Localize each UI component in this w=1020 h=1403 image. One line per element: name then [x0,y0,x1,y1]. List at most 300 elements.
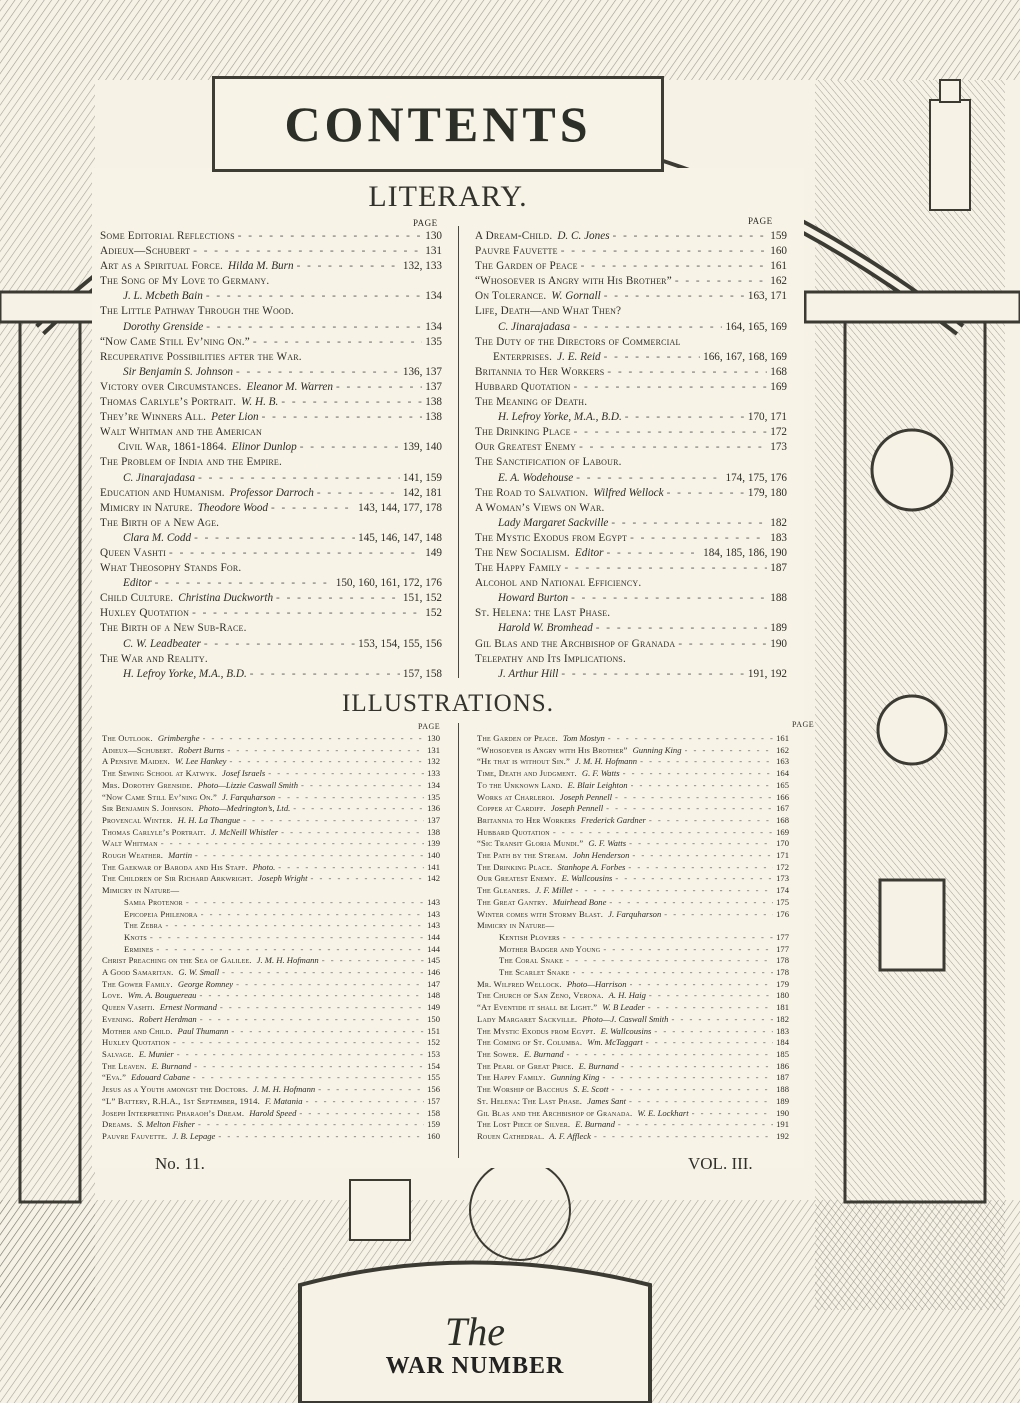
entry-page: 182 [770,516,787,529]
contents-entry [102,1061,440,1073]
contents-entry [100,621,442,636]
entry-title: “He that is without Sin.” [477,756,571,767]
entry-page: 136 [427,803,440,814]
dot-leader [165,920,424,932]
dot-leader [300,440,400,455]
contents-entry [477,885,789,897]
entry-page: 170 [776,838,789,849]
dot-leader [199,990,424,1002]
entry-title: Lady Margaret Sackville. [477,1013,578,1024]
dot-leader [623,768,774,780]
entry-title: Some Editorial Reflections [100,230,235,242]
contents-entry [100,244,442,259]
contents-entry [100,425,442,440]
entry-author: H. Lefroy Yorke, M.A., B.D. [123,667,247,680]
contents-entry [100,546,442,561]
contents-entry [100,395,442,410]
entry-title: Thomas Carlyle’s Portrait. [102,826,206,837]
entry-author: Joseph Wright [258,873,308,884]
contents-entry [100,652,442,667]
entry-page: 131 [427,744,440,755]
dot-leader [236,365,400,380]
entry-page: 169 [770,380,787,393]
dot-leader [236,979,424,991]
entry-author: W. Lee Hankey [175,756,227,767]
contents-entry [475,229,787,244]
entry-author: Gunning King [550,1072,600,1083]
entry-author: Hilda M. Burn [228,260,294,273]
contents-entry [475,652,787,667]
entry-title: Huxley Quotation [102,1037,170,1048]
entry-author: W. B Leader [602,1002,645,1013]
illustrations-heading: ILLUSTRATIONS. [342,690,554,717]
entry-page: 172 [770,426,787,439]
entry-title: The Happy Family [475,562,562,575]
dot-leader [603,944,773,956]
contents-entry [100,531,442,546]
entry-title: They’re Winners All. [100,411,207,424]
contents-entry [100,320,442,335]
dot-leader [640,756,773,768]
contents-entry [477,1026,789,1038]
contents-entry [100,365,442,380]
contents-entry [100,637,442,652]
contents-entry [102,1072,440,1084]
dot-leader [607,546,701,561]
literary-left-list [100,229,442,682]
dot-leader [150,932,424,944]
entry-page: 162 [770,275,787,288]
entry-title: The Song of My Love to Germany. [100,275,270,288]
entry-page: 139 [427,838,440,849]
dot-leader [195,850,424,862]
entry-title: Evening. [102,1013,134,1024]
entry-page: 188 [776,1084,789,1095]
dot-leader [268,768,424,780]
dot-leader [563,932,773,944]
entry-page: 152 [427,1037,440,1048]
entry-author: Professor Darroch [229,486,314,499]
entry-page: 170, 171 [747,411,787,424]
entry-page: 138 [425,396,442,409]
contents-entry [477,990,789,1002]
entry-page: 190 [776,1107,789,1118]
dot-leader [218,1131,424,1143]
dot-leader [194,531,355,546]
entry-author: F. Matania [265,1095,303,1106]
entry-title: The Duty of the Directors of Commercial [475,335,681,348]
dot-leader [604,289,745,304]
dot-leader [579,440,767,455]
entry-page: 141 [427,861,440,872]
entry-title: Education and Humanism. [100,486,225,499]
entry-author: Ernest Normand [159,1002,217,1013]
entry-title: On Tolerance. [475,290,547,303]
entry-title: The Meaning of Death. [475,396,588,409]
contents-entry [477,1072,789,1084]
entry-page: 155 [427,1072,440,1083]
dot-leader [306,1096,425,1108]
contents-entry [102,873,440,885]
entry-author: Photo—Harrison [566,978,627,989]
contents-entry [477,1108,789,1120]
entry-page: 132, 133 [402,260,442,273]
contents-entry [477,780,789,792]
entry-title: Queen Vashti. [102,1002,155,1013]
entry-title: The Gleaners. [477,885,531,896]
entry-author: A. H. Haig [608,990,646,1001]
entry-page: 149 [425,546,442,559]
entry-title: Provencal Winter. [102,814,173,825]
dot-leader [581,259,768,274]
dot-leader [628,862,773,874]
contents-entry [475,667,787,682]
dot-leader [238,229,423,244]
entry-title: A Good Samaritan. [102,967,174,978]
entry-author: Paul Thumann [177,1025,229,1036]
entry-title: Works at Charleroi. [477,791,555,802]
entry-title: Walt Whitman [102,838,158,849]
contents-entry [475,320,787,335]
contents-entry [475,350,787,365]
entry-page: 179, 180 [747,486,787,499]
contents-entry [475,546,787,561]
contents-entry [102,756,440,768]
entry-title: The Sewing School at Katwyk. [102,768,218,779]
entry-title: The Mystic Exodus from Egypt. [477,1025,596,1036]
entry-page: 162 [776,744,789,755]
illustrations-left-list [102,733,440,1143]
entry-title: Sir Benjamin S. Johnson. [102,803,194,814]
dot-leader [664,909,773,921]
entry-page: 132 [427,756,440,767]
entry-author: E. Burnand [524,1048,564,1059]
entry-title: Mother Badger and Young [499,943,601,954]
entry-page: 161 [770,260,787,273]
dot-leader [625,410,745,425]
contents-entry [100,335,442,350]
entry-page: 188 [770,592,787,605]
entry-author: J. B. Lepage [172,1130,216,1141]
entry-author: Wm. A. Bouguereau [127,990,197,1001]
entry-title: Thomas Carlyle’s Portrait. [100,396,237,409]
entry-author: Harold Speed [249,1107,297,1118]
entry-title: The Outlook. [102,733,153,743]
contents-entry [477,756,789,768]
entry-page: 143 [427,896,440,907]
entry-page: 187 [776,1072,789,1083]
contents-entry [475,471,787,486]
entry-author: Photo—Medrington’s, Ltd. [198,803,291,814]
dot-leader [297,259,400,274]
page-column-label: PAGE [413,218,438,228]
entry-title: The Coming of St. Columba. [477,1037,583,1048]
contents-entry [102,979,440,991]
contents-entry [102,1131,440,1143]
contents-entry [475,455,787,470]
contents-entry [100,501,442,516]
entry-title: Hubbard Quotation [475,380,571,393]
entry-author: C. Jinarajadasa [498,320,571,333]
dot-leader [281,395,422,410]
entry-author: D. C. Jones [557,230,610,242]
entry-author: Wilfred Wellock [593,486,664,499]
entry-title: Jesus as a Youth amongst the Doctors. [102,1084,249,1095]
dot-leader [574,425,768,440]
entry-title: Love. [102,990,123,1001]
entry-title: A Dream-Child. [475,230,553,242]
entry-title: Adieux—Schubert [100,245,191,258]
contents-entry [102,862,440,874]
dot-leader [250,667,400,682]
dot-leader [177,1049,424,1061]
entry-author: George Romney [177,978,234,989]
dot-leader [632,850,773,862]
entry-title: Britannia to Her Workers [475,365,605,378]
contents-entry [475,274,787,289]
contents-entry [477,827,789,839]
entry-title: The Worship of Bacchus [477,1084,569,1095]
entry-title: Samia Protenor [124,896,183,907]
entry-page: 177 [776,943,789,954]
entry-author: E. Wallcousins [600,1025,652,1036]
contents-entry [475,365,787,380]
entry-author: Peter Lion [211,411,259,424]
contents-entry [477,1131,789,1143]
dot-leader [649,815,773,827]
dot-leader [227,745,424,757]
page-column-label: PAGE [748,216,773,226]
contents-entry [477,838,789,850]
entry-title: Ermines [124,943,154,954]
dot-leader [671,1014,773,1026]
dot-leader [201,909,424,921]
dot-leader [678,637,767,652]
entry-title: “Sic Transit Gloria Mundi.” [477,838,584,849]
dot-leader [648,1002,773,1014]
dot-leader [573,320,722,335]
entry-page: 185 [776,1048,789,1059]
entry-title: Salvage. [102,1048,134,1059]
entry-author: J. Farquharson [608,908,662,919]
entry-title: “L” Battery, R.H.A., 1st September, 1914. [102,1095,261,1106]
contents-entry [102,803,440,815]
dot-leader [630,979,774,991]
dot-leader [271,501,355,516]
column-divider [458,226,459,678]
entry-author: Photo—Lizzie Caswall Smith [197,779,298,790]
contents-entry [102,967,440,979]
contents-entry [100,440,442,455]
entry-author: Sir Benjamin S. Johnson [123,365,234,378]
entry-title: “Eva.” [102,1072,127,1083]
entry-author: Editor [123,577,152,590]
entry-title: Recuperative Possibilities after the War. [100,350,302,363]
entry-title: “Whosoever is Angry with His Brother” [475,275,672,288]
entry-page: 166, 167, 168, 169 [703,350,787,363]
dot-leader [611,1084,773,1096]
contents-entry [475,259,787,274]
contents-entry [475,531,787,546]
entry-author: Howard Burton [498,592,569,605]
entry-title: “Now Came Still Ev’ning On.” [100,335,250,348]
entry-title: Mimicry in Nature— [477,920,555,931]
entry-page: 180 [776,990,789,1001]
contents-entry [102,838,440,850]
entry-page: 183 [776,1025,789,1036]
contents-entry [102,885,440,897]
contents-entry [477,1014,789,1026]
dot-leader [161,838,424,850]
entry-page: 150, 160, 161, 172, 176 [335,577,442,590]
entry-title: Mr. Wilfred Wellock. [477,978,562,989]
entry-author: Martin [168,850,192,861]
contents-entry [102,932,440,944]
entry-page: 184, 185, 186, 190 [703,546,787,559]
entry-author: Muirhead Bone [552,896,607,907]
entry-title: Knots [124,931,147,942]
entry-author: Stanhope A. Forbes [557,861,626,872]
issue-number: No. 11. [155,1154,205,1173]
dot-leader [630,531,767,546]
entry-title: Our Greatest Enemy. [477,873,557,884]
contents-entry [477,909,789,921]
contents-entry [102,909,440,921]
entry-page: 176 [776,908,789,919]
entry-title: Dreams. [102,1119,133,1130]
dot-leader [192,606,422,621]
dot-leader [608,733,773,745]
contents-entry [102,955,440,967]
entry-title: The Scarlet Snake [499,967,570,978]
dot-leader [575,885,773,897]
entry-title: Pauvre Fauvette. [102,1130,168,1141]
entry-author: J. F. Millet [535,885,573,896]
contents-entry [475,576,787,591]
banner-the: The [445,1309,505,1354]
entry-page: 165 [776,779,789,790]
dot-leader [561,667,744,682]
entry-title: Mrs. Dorothy Grenside. [102,779,193,790]
entry-page: 139, 140 [402,441,442,454]
contents-entry [102,990,440,1002]
entry-title: Art as a Spiritual Force. [100,260,224,273]
dot-leader [621,1061,773,1073]
entry-title: The Problem of India and the Empire. [100,456,282,469]
dot-leader [685,745,774,757]
dot-leader [253,335,422,350]
entry-page: 144 [427,931,440,942]
dot-leader [322,955,424,967]
contents-entry [102,792,440,804]
entry-author: E. Burnand [151,1060,192,1071]
entry-author: E. Munier [138,1048,174,1059]
contents-entry [102,1119,440,1131]
contents-entry [100,274,442,289]
entry-title: The Leaven. [102,1060,147,1071]
contents-entry [477,1049,789,1061]
contents-entry [475,440,787,455]
entry-author: Josef Israels [222,768,266,779]
entry-page: 163, 171 [747,290,787,303]
dot-leader [611,516,767,531]
entry-title: Mimicry in Nature. [100,501,193,514]
entry-page: 159 [427,1119,440,1130]
entry-author: S. Melton Fisher [137,1119,195,1130]
literary-right-list [475,229,787,682]
entry-page: 140 [427,850,440,861]
page-column-label: PAGE [418,722,441,731]
entry-author: Lady Margaret Sackville [498,516,609,529]
entry-page: 178 [776,955,789,966]
entry-author: J. E. Reid [557,350,601,363]
dot-leader [564,561,767,576]
dot-leader [667,486,745,501]
entry-page: 143, 144, 177, 178 [358,501,442,514]
dot-leader [692,1108,773,1120]
entry-title: The New Socialism. [475,546,570,559]
contents-entry [102,1002,440,1014]
entry-title: The Pearl of Great Price. [477,1060,574,1071]
entry-title: Queen Vashti [100,546,167,559]
war-number-banner [330,1300,620,1380]
entry-page: 147 [427,978,440,989]
contents-entry [100,516,442,531]
entry-title: Christ Preaching on the Sea of Galilee. [102,955,252,966]
contents-entry [102,1014,440,1026]
entry-page: 160 [770,245,787,258]
entry-page: 167 [776,803,789,814]
entry-author: Wm. McTaggart [587,1037,643,1048]
contents-entry [102,920,440,932]
entry-page: 146 [427,967,440,978]
contents-entry [100,606,442,621]
entry-page: 172 [776,861,789,872]
entry-page: 173 [776,873,789,884]
entry-title: The Mystic Exodus from Egypt [475,531,628,544]
dot-leader [629,838,773,850]
entry-title: Rough Weather. [102,850,164,861]
contents-entry [100,229,442,244]
contents-entry [102,1084,440,1096]
entry-page: 145, 146, 147, 148 [358,531,442,544]
entry-author: S. E. Scott [573,1084,609,1095]
entry-page: 145 [427,955,440,966]
entry-page: 143 [427,908,440,919]
entry-page: 158 [427,1107,440,1118]
contents-entry [100,304,442,319]
contents-entry [102,897,440,909]
entry-title: Pauvre Fauvette [475,245,558,258]
entry-author: E. A. Wodehouse [498,471,574,484]
volume-number: VOL. III. [688,1154,753,1173]
contents-entry [100,471,442,486]
entry-author: Photo. [252,861,276,872]
dot-leader [198,1119,424,1131]
entry-page: 134 [425,290,442,303]
entry-page: 191, 192 [747,667,787,680]
dot-leader [604,350,700,365]
entry-title: Mother and Child. [102,1025,173,1036]
entry-title: Child Culture. [100,592,174,605]
literary-heading: LITERARY. [368,180,528,213]
entry-page: 181 [776,1002,789,1013]
entry-title: The Garden of Peace. [477,733,558,743]
entry-page: 189 [770,622,787,635]
dot-leader [278,862,424,874]
entry-page: 149 [427,1002,440,1013]
entry-author: C. Jinarajadasa [123,471,196,484]
